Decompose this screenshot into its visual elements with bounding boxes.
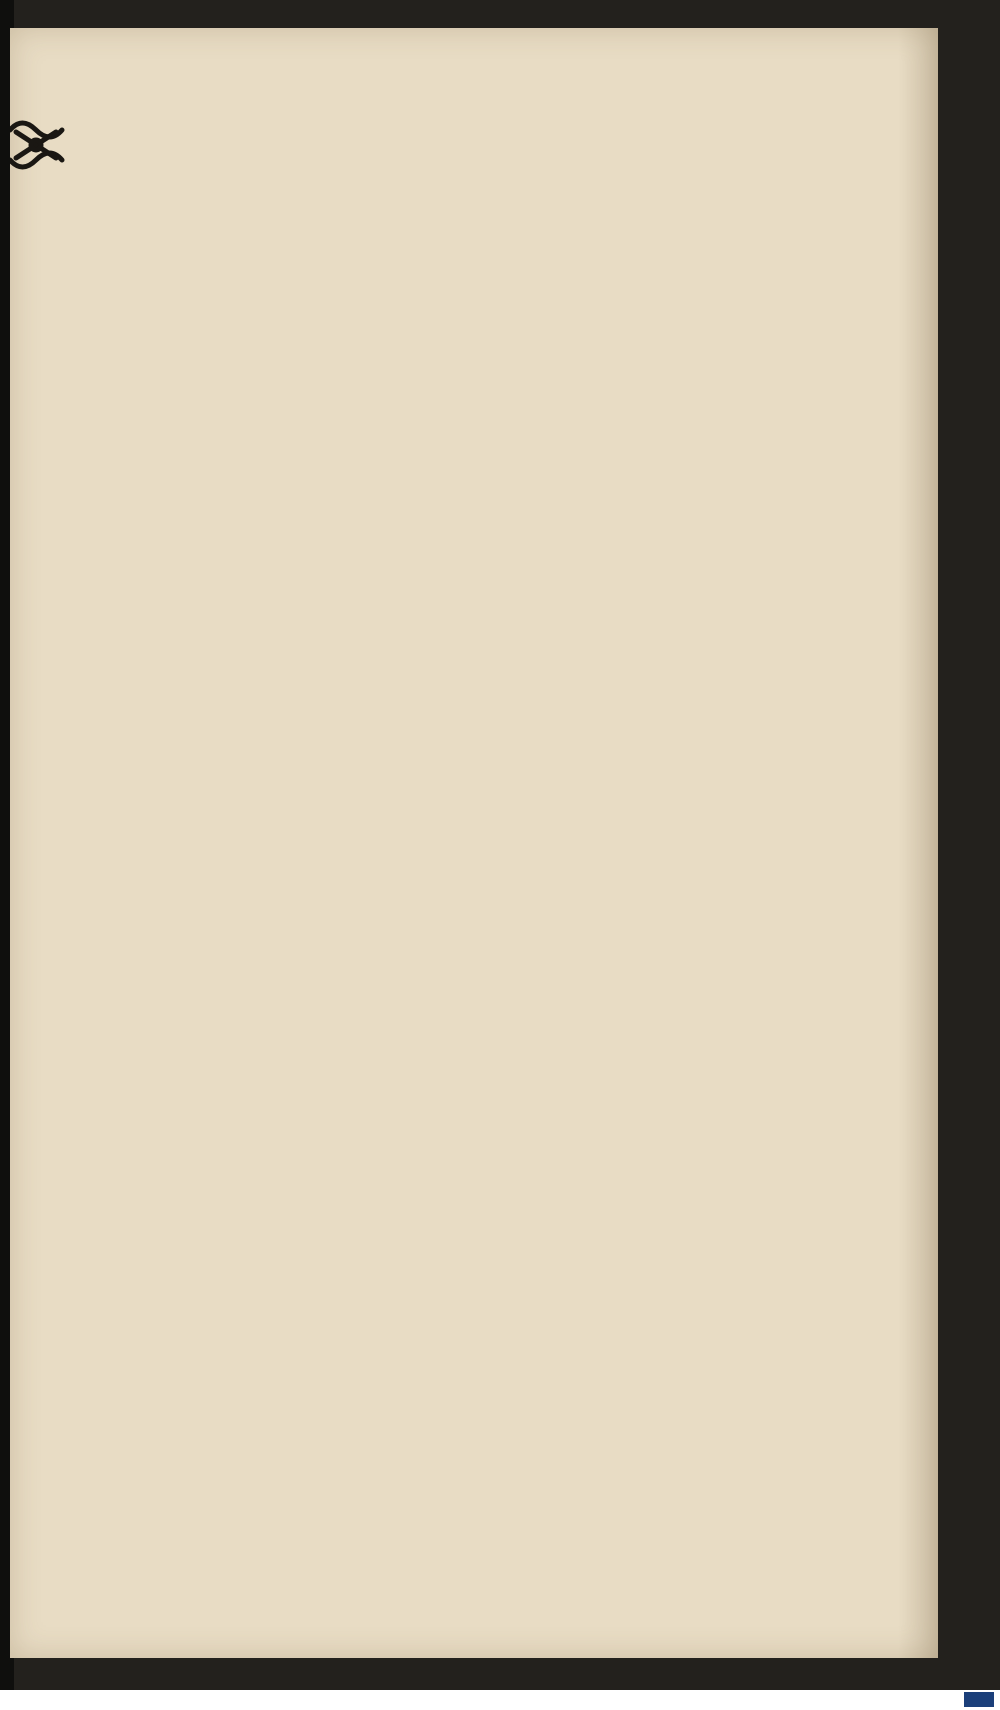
text-line bbox=[72, 628, 726, 678]
text-line bbox=[72, 380, 726, 430]
ornamental-border-top bbox=[10, 112, 800, 178]
text-line bbox=[72, 430, 726, 480]
text-line bbox=[72, 926, 726, 976]
text-line bbox=[72, 529, 726, 579]
text-line bbox=[72, 876, 726, 926]
text-line bbox=[72, 579, 726, 629]
text-line bbox=[72, 1075, 726, 1125]
text-line bbox=[72, 827, 726, 877]
text-line bbox=[72, 1124, 726, 1174]
text-line bbox=[72, 1025, 726, 1075]
text-line bbox=[72, 1223, 726, 1273]
footer-bar bbox=[0, 1690, 1000, 1710]
text-line bbox=[72, 232, 726, 282]
text-line bbox=[72, 480, 726, 530]
text-line bbox=[72, 182, 726, 232]
dfg-logo-icon bbox=[964, 1692, 994, 1707]
text-line bbox=[72, 1174, 726, 1224]
text-line bbox=[72, 728, 726, 778]
page-shading bbox=[898, 28, 938, 1658]
text-line bbox=[72, 281, 726, 331]
text-line bbox=[72, 331, 726, 381]
body-text bbox=[72, 182, 726, 1273]
ornamental-border-bottom bbox=[28, 1318, 808, 1456]
text-line bbox=[72, 678, 726, 728]
ornamental-border-right bbox=[728, 170, 800, 1320]
signature-line bbox=[72, 1276, 726, 1320]
ornamental-border-left bbox=[10, 170, 72, 1340]
text-line bbox=[72, 976, 726, 1026]
text-line bbox=[72, 777, 726, 827]
